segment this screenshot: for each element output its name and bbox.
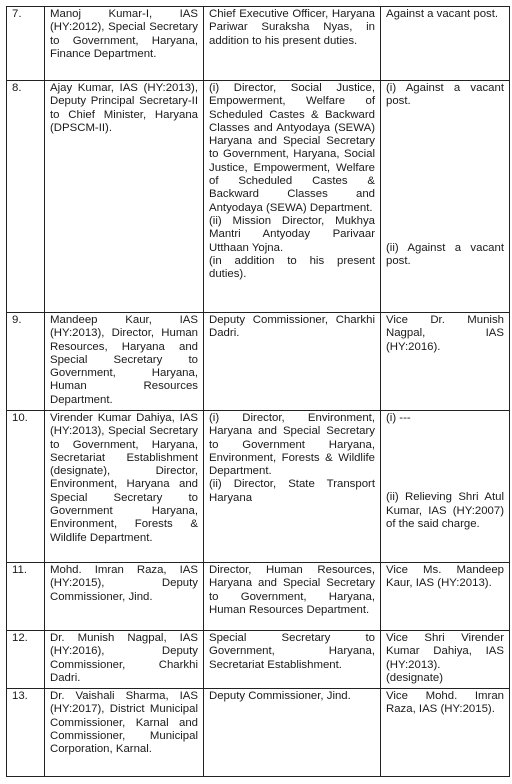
remarks — [381, 81, 510, 313]
remarks-paragraph: Vice Ms. Mandeep Kaur, IAS (HY:2013). — [386, 564, 504, 590]
posting-details — [204, 411, 381, 563]
remarks — [381, 689, 510, 777]
serial-number: 12. — [7, 631, 45, 689]
posting-paragraph: Deputy Commissioner, Charkhi Dadri. — [209, 314, 375, 340]
posting-paragraph: Chief Executive Officer, Haryana Pariwar Suraksha Nyas, in addition to his present duties. — [209, 8, 375, 47]
remarks-paragraph: Vice Mohd. Imran Raza, IAS (HY:2015). — [386, 690, 504, 716]
serial-number: 8. — [7, 81, 45, 313]
serial-number: 9. — [7, 313, 45, 411]
officer-details: Ajay Kumar, IAS (HY:2013), Deputy Principal Secretary-II to Chief Minister, Haryana (DPSCM-II). — [45, 81, 204, 313]
posting-details — [204, 631, 381, 689]
remarks-paragraph: (i) --- — [386, 412, 411, 424]
remarks-paragraph: (designate) — [386, 671, 443, 684]
remarks-paragraph: (i) Against a vacant post. — [386, 82, 504, 108]
posting-paragraph: (i) Director, Environment, Haryana and Special Secretary to Government Haryana, Environment, Forests & Wildlife Department. — [209, 412, 375, 478]
transfer-orders-table — [6, 6, 510, 777]
posting-details — [204, 7, 381, 81]
remarks — [381, 563, 510, 631]
remarks-paragraph: (ii) Against a vacant post. — [386, 241, 504, 267]
officer-details: Dr. Vaishali Sharma, IAS (HY:2017), District Municipal Commissioner, Karnal and Commissioner, Municipal Corporation, Karnal. — [45, 689, 204, 777]
posting-paragraph: (i) Director, Social Justice, Empowerment, Welfare of Scheduled Castes & Backward Classes and Antyodaya (SEWA) Haryana and Special Secretary to Government, Haryana, Social Justice, Empowerment, Welfare of Scheduled Castes & Backward Classes and Antyodaya (SEWA) Department. — [209, 82, 375, 214]
remarks-paragraph: Vice Dr. Munish Nagpal, IAS (HY:2016). — [386, 314, 504, 353]
posting-paragraph: Deputy Commissioner, Jind. — [209, 690, 351, 702]
remarks — [381, 313, 510, 411]
officer-details: Mohd. Imran Raza, IAS (HY:2015), Deputy Commissioner, Jind. — [45, 563, 204, 631]
officer-details: Dr. Munish Nagpal, IAS (HY:2016), Deputy Commissioner, Charkhi Dadri. — [45, 631, 204, 689]
table-row — [7, 631, 510, 689]
posting-paragraph: Director, Human Resources, Haryana and Special Secretary to Government, Haryana, Human Resources Department. — [209, 564, 375, 616]
remarks — [381, 631, 510, 689]
remarks-paragraph: (ii) Relieving Shri Atul Kumar, IAS (HY:2007) of the said charge. — [386, 491, 504, 530]
remarks-paragraph: Against a vacant post. — [386, 8, 499, 20]
posting-details — [204, 81, 381, 313]
posting-paragraph: (ii) Director, State Transport Haryana — [209, 478, 375, 504]
serial-number: 7. — [7, 7, 45, 81]
serial-number: 13. — [7, 689, 45, 777]
order-document — [6, 6, 506, 776]
table-row — [7, 7, 510, 81]
officer-details: Virender Kumar Dahiya, IAS (HY:2013), Special Secretary to Government, Haryana, Secretariat Establishment (designate), Director, Environment, Haryana and Special Secretary to Government Haryana, Environment, Forests & Wildlife Department. — [45, 411, 204, 563]
posting-details — [204, 313, 381, 411]
posting-paragraph: Special Secretary to Government, Haryana, Secretariat Establishment. — [209, 632, 375, 671]
table-row — [7, 689, 510, 777]
posting-paragraph: (ii) Mission Director, Mukhya Mantri Antyoday Parivaar Utthaan Yojna. — [209, 214, 375, 254]
officer-details: Manoj Kumar-I, IAS (HY:2012), Special Secretary to Government, Haryana, Finance Department. — [45, 7, 204, 81]
remarks — [381, 7, 510, 81]
table-row — [7, 411, 510, 563]
posting-details — [204, 689, 381, 777]
serial-number: 11. — [7, 563, 45, 631]
table-row — [7, 81, 510, 313]
posting-paragraph: (in addition to his present duties). — [209, 254, 375, 281]
table-row — [7, 313, 510, 411]
officer-details: Mandeep Kaur, IAS (HY:2013), Director, Human Resources, Haryana and Special Secretary to Government, Haryana, Human Resources Department. — [45, 313, 204, 411]
serial-number: 10. — [7, 411, 45, 563]
posting-details — [204, 563, 381, 631]
remarks-paragraph: Vice Shri Virender Kumar Dahiya, IAS (HY:2013). — [386, 632, 504, 671]
remarks — [381, 411, 510, 563]
table-row — [7, 563, 510, 631]
